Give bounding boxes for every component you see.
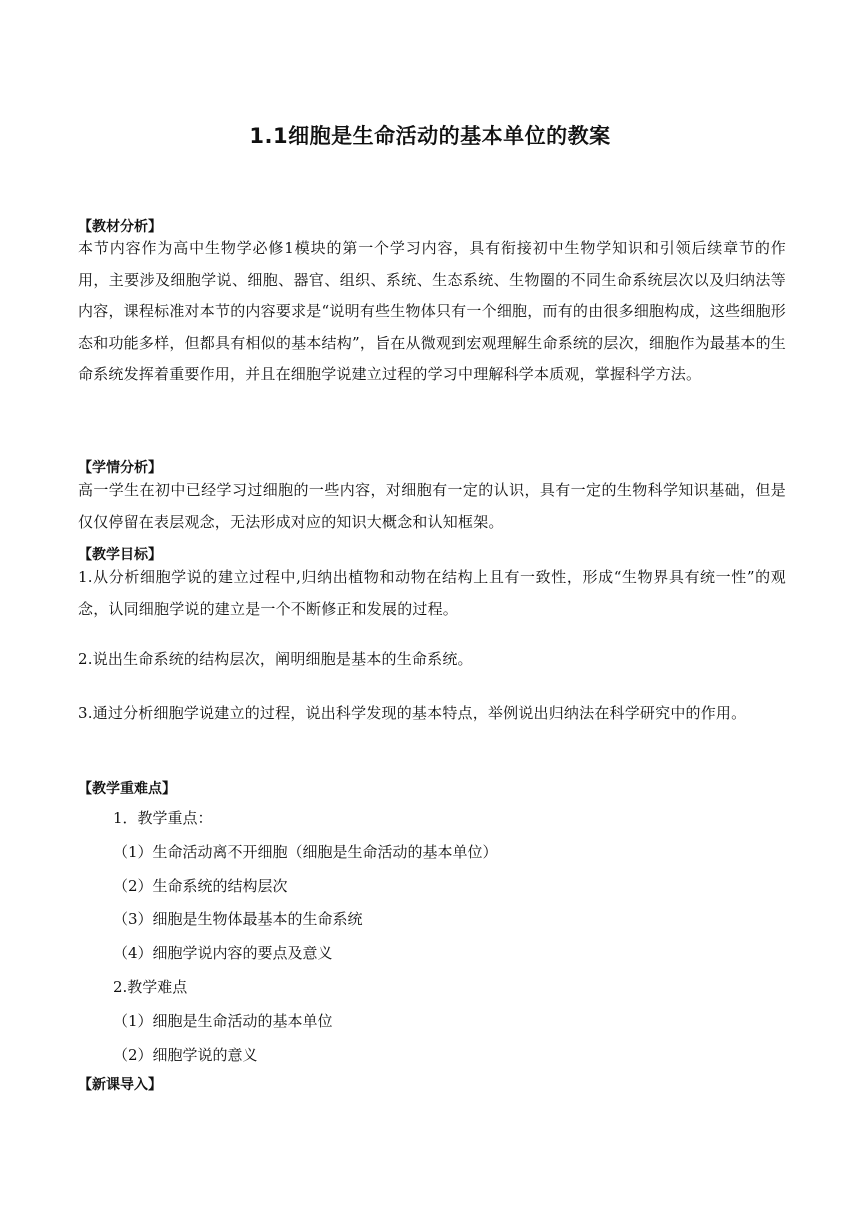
focus-item: （2）生命系统的结构层次 [113,877,288,895]
heading-material-analysis: 【教材分析】 [78,219,162,235]
heading-student-analysis: 【学情分析】 [78,460,162,476]
focus-title: 1．教学重点： [113,809,213,827]
focus-item: （3）细胞是生物体最基本的生命系统 [113,910,363,928]
document-title: 1.1细胞是生命活动的基本单位的教案 [249,124,611,148]
goal-item: 3.通过分析细胞学说建立的过程，说出科学发现的基本特点，举例说出归纳法在科学研究中的作用。 [78,704,747,722]
focus-item: （1）生命活动离不开细胞（细胞是生命活动的基本单位） [113,843,498,861]
focus-item: （4）细胞学说内容的要点及意义 [113,944,333,962]
heading-key-difficult-points: 【教学重难点】 [78,781,176,797]
heading-new-lesson-intro: 【新课导入】 [78,1077,162,1093]
difficulty-title: 2.教学难点 [113,978,188,996]
difficulty-item: （1）细胞是生命活动的基本单位 [113,1012,333,1030]
goal-item: 1.从分析细胞学说的建立过程中,归纳出植物和动物在结构上且有一致性，形成“生物界具有统一性”的观念，认同细胞学说的建立是一个不断修正和发展的过程。 [78,568,786,618]
difficulty-item: （2）细胞学说的意义 [113,1046,258,1064]
material-analysis-text: 本节内容作为高中生物学必修1模块的第一个学习内容，具有衔接初中生物学知识和引领后续章节的作用，主要涉及细胞学说、细胞、器官、组织、系统、生态系统、生物圈的不同生命系统层次以及归纳法等内容，课程标准对本节的内容要求是“说明有些生物体只有一个细胞，而有的由很多细胞构成，这些细胞形态和功能多样，但都具有相似的基本结构”，旨在从微观到宏观理解生命系统的层次，细胞作为最基本的生命系统发挥着重要作用，并且在细胞学说建立过程的学习中理解科学本质观，掌握科学方法。 [78,239,786,383]
goal-item: 2.说出生命系统的结构层次，阐明细胞是基本的生命系统。 [78,650,473,668]
student-analysis-text: 高一学生在初中已经学习过细胞的一些内容，对细胞有一定的认识，具有一定的生物科学知识基础，但是仅仅停留在表层观念，无法形成对应的知识大概念和认知框架。 [78,481,786,531]
heading-teaching-goals: 【教学目标】 [78,547,162,563]
